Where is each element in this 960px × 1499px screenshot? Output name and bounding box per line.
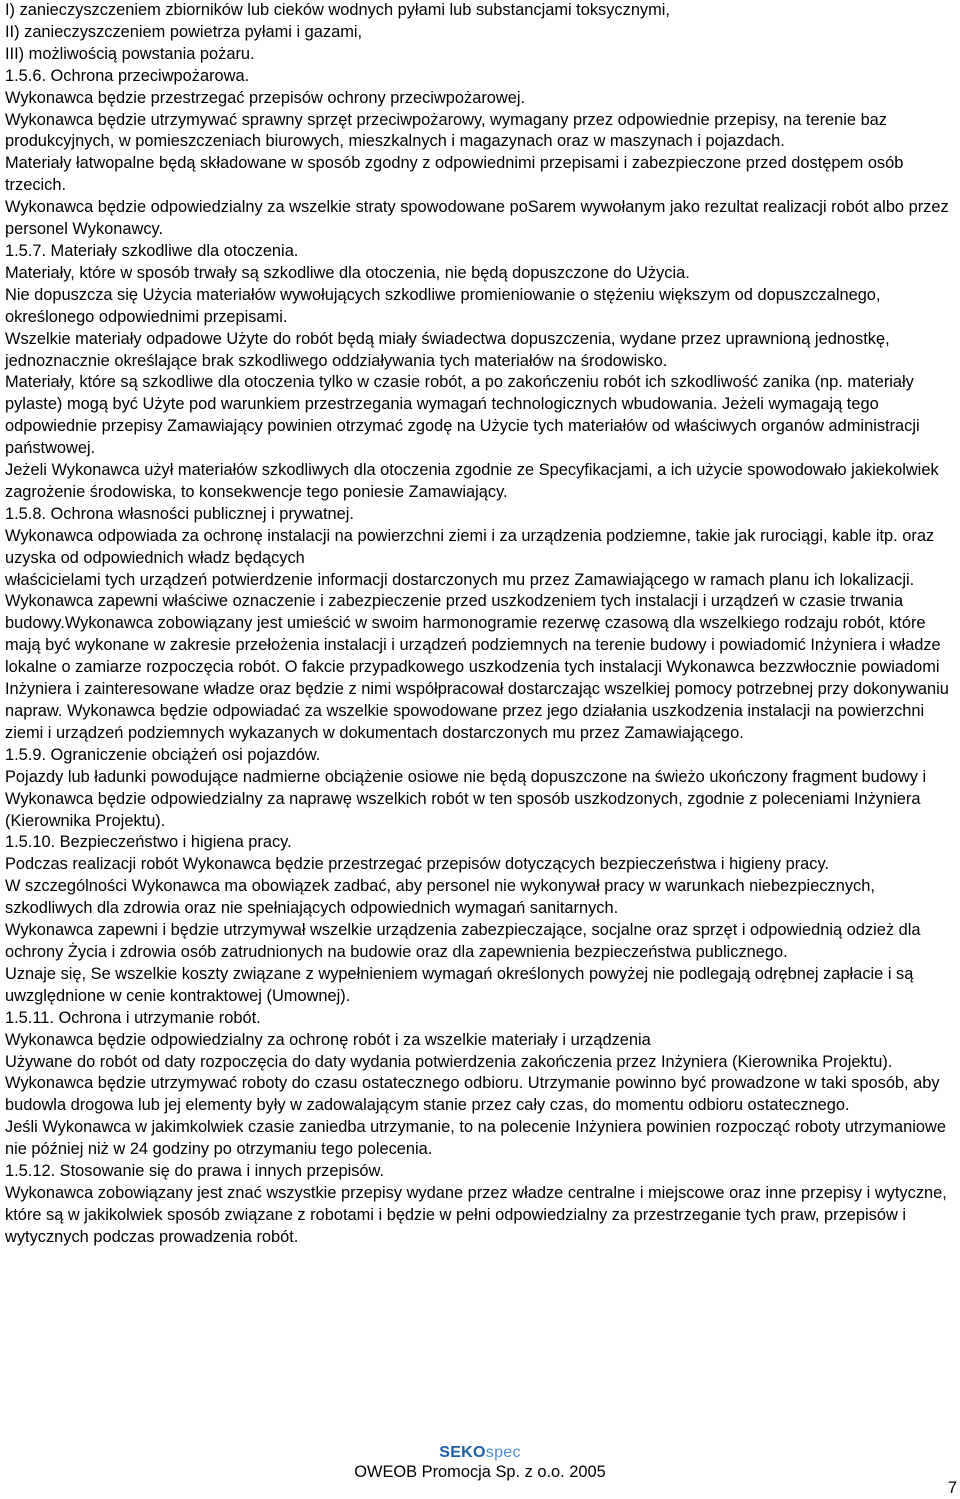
- paragraph: W szczególności Wykonawca ma obowiązek zadbać, aby personel nie wykonywał pracy w warunkach niebezpiecznych, szkodliwych dla zdrowia oraz nie spełniających odpowiednich wymagań sanitarnych.: [5, 877, 875, 918]
- paragraph: Jeśli Wykonawca w jakimkolwiek czasie zaniedba utrzymanie, to na polecenie Inżyniera powinien rozpocząć roboty utrzymaniowe nie później niż w 24 godziny po otrzymaniu tego polecenia.: [5, 1118, 946, 1159]
- section-heading: 1.5.7. Materiały szkodliwe dla otoczenia.: [5, 241, 299, 260]
- section-heading: 1.5.11. Ochrona i utrzymanie robót.: [5, 1008, 261, 1027]
- paragraph: Wykonawca odpowiada za ochronę instalacji na powierzchni ziemi i za urządzenia podziemne, takie jak rurociągi, kable itp. oraz uzyska od odpowiednich władz będących: [5, 526, 935, 567]
- section-heading: 1.5.12. Stosowanie się do prawa i innych przepisów.: [5, 1162, 385, 1181]
- paragraph: Materiały, które są szkodliwe dla otoczenia tylko w czasie robót, a po zakończeniu robót ich szkodliwość zanika (np. materiały pylaste) mogą być Użyte pod warunkiem przestrzegania wymagań technologicznych wbudowania. Jeżeli wymagają tego odpowiednie przepisy Zamawiający powinien otrzymać zgodę na Użycie tych materiałów od właściwych organów administracji państwowej.: [5, 373, 920, 458]
- paragraph: Wykonawca będzie utrzymywać sprawny sprzęt przeciwpożarowy, wymagany przez odpowiednie przepisy, na terenie baz produkcyjnych, w pomieszczeniach biurowych, mieszkalnych i magazynach oraz w maszynach i pojazdach.: [5, 110, 887, 151]
- company-logo: [439, 1444, 521, 1462]
- paragraph: Pojazdy lub ładunki powodujące nadmierne obciążenie osiowe nie będą dopuszczone na świeżo ukończony fragment budowy i Wykonawca będzie odpowiedzialny za naprawę wszelkich robót w ten sposób uszkodzonych, zgodnie z poleceniami Inżyniera (Kierownika Projektu).: [5, 767, 927, 830]
- section-heading: 1.5.9. Ograniczenie obciążeń osi pojazdów.: [5, 745, 321, 764]
- section-heading: 1.5.6. Ochrona przeciwpożarowa.: [5, 66, 250, 85]
- paragraph: właścicielami tych urządzeń potwierdzenie informacji dostarczonych mu przez Zamawiającego w ramach planu ich lokalizacji. Wykonawca zapewni właściwe oznaczenie i zabezpieczenie przed uszkodzeniem tych instalacji i urządzeń w czasie trwania budowy.Wykonawca zobowiązany jest umieścić w swoim harmonogramie rezerwę czasową dla wszelkiego rodzaju robót, które mają być wykonane w zakresie przełożenia instalacji i urządzeń podziemnych na terenie budowy i powiadomić Inżyniera i władze lokalne o zamiarze rozpoczęcia robót. O fakcie przypadkowego uszkodzenia tych instalacji Wykonawca bezzwłocznie powiadomi Inżyniera i zainteresowane władze oraz będzie z nimi współpracował dostarczając wszelkiej pomocy potrzebnej przy dokonywaniu napraw. Wykonawca będzie odpowiadać za wszelkie spowodowane przez jego działania uszkodzenia instalacji na powierzchni ziemi i urządzeń podziemnych wykazanych w dokumentach dostarczonych mu przez Zamawiającego.: [5, 570, 949, 742]
- page-number: 7: [947, 1479, 957, 1497]
- paragraph: Wykonawca będzie odpowiedzialny za ochronę robót i za wszelkie materiały i urządzenia: [5, 1030, 651, 1049]
- paragraph: Materiały łatwopalne będą składowane w sposób zgodny z odpowiednimi przepisami i zabezpieczone przed dostępem osób trzecich.: [5, 154, 904, 195]
- paragraph: Nie dopuszcza się Użycia materiałów wywołujących szkodliwe promieniowanie o stężeniu większym od dopuszczalnego, określonego odpowiednimi przepisami.: [5, 285, 881, 326]
- paragraph: I) zanieczyszczeniem zbiorników lub cieków wodnych pyłami lub substancjami toksycznymi,: [5, 1, 670, 19]
- page-footer: [0, 1442, 960, 1482]
- paragraph: Materiały, które w sposób trwały są szkodliwe dla otoczenia, nie będą dopuszczone do Użycia.: [5, 263, 690, 282]
- logo-part-spec: spec: [485, 1444, 521, 1461]
- section-heading: 1.5.8. Ochrona własności publicznej i prywatnej.: [5, 504, 354, 523]
- paragraph: Wykonawca będzie odpowiedzialny za wszelkie straty spowodowane poSarem wywołanym jako rezultat realizacji robót albo przez personel Wykonawcy.: [5, 198, 949, 239]
- document-body: [5, 0, 957, 1249]
- logo-part-seko: SEKO: [439, 1444, 486, 1461]
- paragraph: Wykonawca będzie utrzymywać roboty do czasu ostatecznego odbioru. Utrzymanie powinno być prowadzone w taki sposób, aby budowla drogowa lub jej elementy były w zadowalającym stanie przez cały czas, do momentu odbioru ostatecznego.: [5, 1074, 940, 1115]
- paragraph: Jeżeli Wykonawca użył materiałów szkodliwych dla otoczenia zgodnie ze Specyfikacjami, a ich użycie spowodowało jakiekolwiek zagrożenie środowiska, to konsekwencje tego poniesie Zamawiający.: [5, 461, 939, 501]
- section-heading: 1.5.10. Bezpieczeństwo i higiena pracy.: [5, 833, 292, 852]
- paragraph: Wszelkie materiały odpadowe Użyte do robót będą miały świadectwa dopuszczenia, wydane przez uprawnioną jednostkę, jednoznacznie określające brak szkodliwego oddziaływania tych materiałów na środowisko.: [5, 329, 890, 370]
- paragraph: III) możliwością powstania pożaru.: [5, 44, 255, 63]
- paragraph: Uznaje się, Se wszelkie koszty związane z wypełnieniem wymagań określonych powyżej nie podlegają odrębnej zapłacie i są uwzględnione w cenie kontraktowej (Umownej).: [5, 964, 914, 1005]
- paragraph: Wykonawca będzie przestrzegać przepisów ochrony przeciwpożarowej.: [5, 88, 526, 107]
- paragraph: II) zanieczyszczeniem powietrza pyłami i gazami,: [5, 22, 363, 41]
- paragraph: Wykonawca zobowiązany jest znać wszystkie przepisy wydane przez władze centralne i miejscowe oraz inne przepisy i wytyczne, które są w jakikolwiek sposób związane z robotami i będzie w pełni odpowiedzialny za przestrzeganie tych praw, przepisów i wytycznych podczas prowadzenia robót.: [5, 1183, 947, 1246]
- paragraph: Podczas realizacji robót Wykonawca będzie przestrzegać przepisów dotyczących bezpieczeństwa i higieny pracy.: [5, 855, 830, 874]
- paragraph: Wykonawca zapewni i będzie utrzymywał wszelkie urządzenia zabezpieczające, socjalne oraz sprzęt i odpowiednią odzież dla ochrony Życia i zdrowia osób zatrudnionych na budowie oraz dla zapewnienia bezpieczeństwa publicznego.: [5, 921, 921, 961]
- footer-company: OWEOB Promocja Sp. z o.o. 2005: [354, 1463, 606, 1481]
- paragraph: Używane do robót od daty rozpoczęcia do daty wydania potwierdzenia zakończenia przez Inżyniera (Kierownika Projektu).: [5, 1052, 893, 1071]
